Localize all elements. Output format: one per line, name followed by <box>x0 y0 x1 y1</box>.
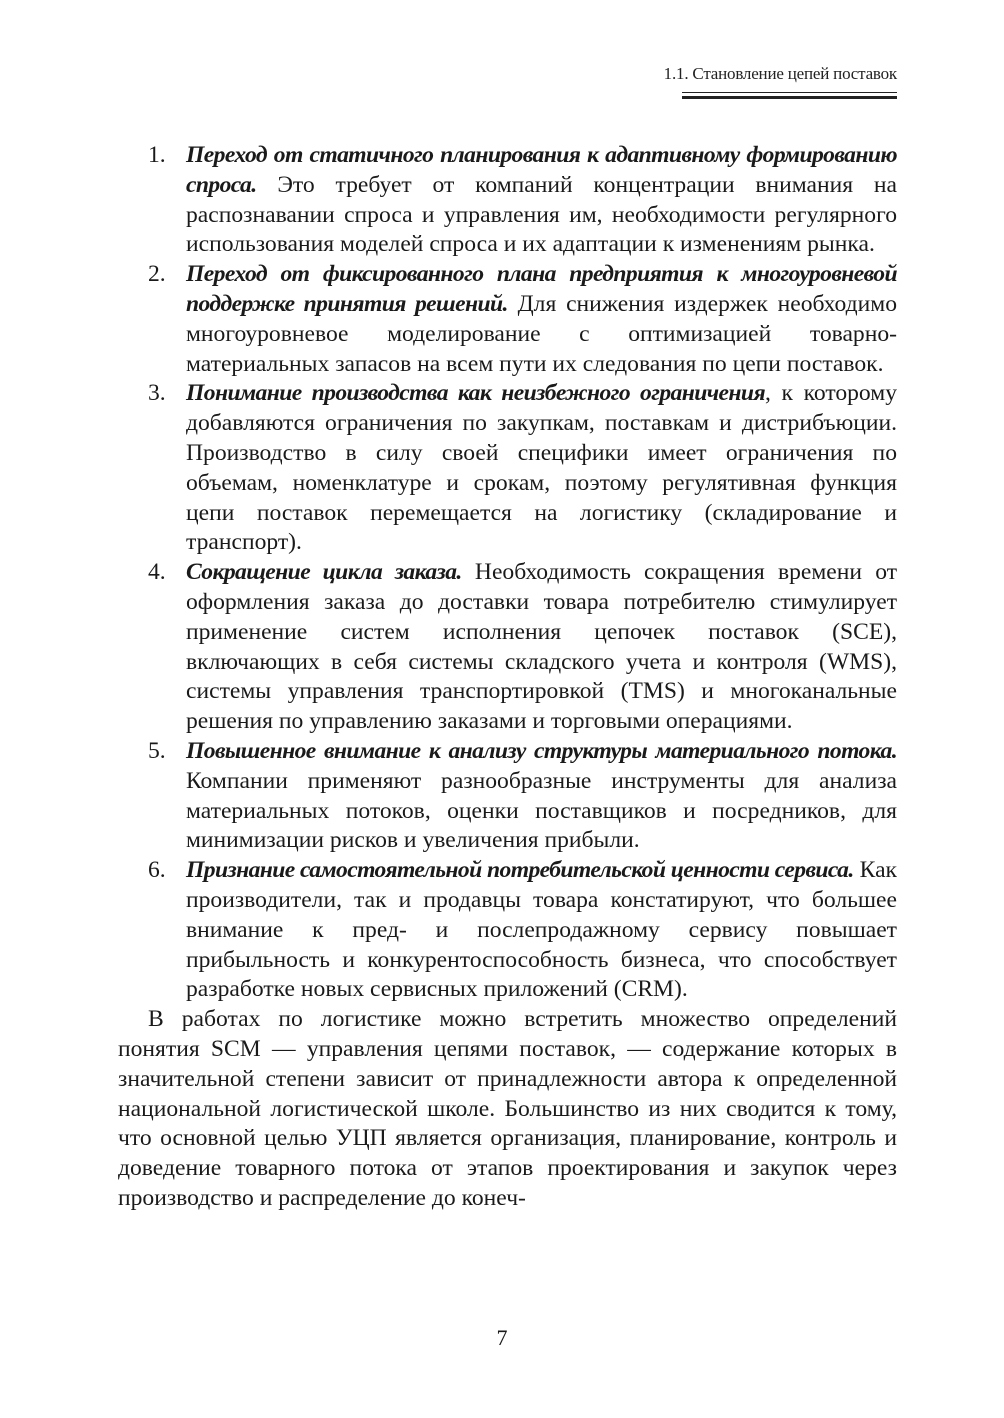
list-item-3 <box>118 379 897 558</box>
list-item-text: Это требует от компаний концентрации внимания на распознавании спроса и управления им, необходимости регулярного использования моделей спроса и их адаптации к изменениям рынка. <box>186 171 897 258</box>
page-number: 7 <box>496 1325 508 1350</box>
list-number: 5. <box>148 737 166 764</box>
list-item-lead: Переход от фиксированного плана предприятия к многоуровневой поддержке принятия решений. <box>186 261 897 317</box>
list-item-1 <box>118 141 897 260</box>
list-number: 2. <box>148 261 166 288</box>
list-number: 3. <box>148 380 166 407</box>
list-item-text: Необходимость сокращения времени от оформления заказа до доставки товара потребителю стимулирует применение систем исполнения цепочек поставок (SCE), включающих в себя системы складского учета и контроля (WMS), системы управления транспортировкой (TMS) и многоканальные решения по управлению заказами и торговыми операциями. <box>186 559 897 735</box>
body-text <box>118 141 897 1214</box>
list-item-lead: Повышенное внимание к анализу структуры материального потока. <box>186 737 897 764</box>
list-item-lead: Сокращение цикла заказа. <box>186 559 462 586</box>
list-item-text: , к которому добавляются ограничения по закупкам, поставкам и дистрибъюции. Производство в силу своей специфики имеет ограничения по объемам, номенклатуре и срокам, поэтому регулятивная функция цепи поставок перемещается на логистику (складирование и транспорт). <box>186 380 898 556</box>
body-paragraph: В работах по логистике можно встретить множество определений понятия SCM — управления цепями поставок, — содержание которых в значительной степени зависит от принадлежности автора к определенной национальной логистической школе. Большинство из них сводится к тому, что основной целью УЦП является организация, планирование, контроль и доведение товарного потока от этапов проектирования и закупок через производство и распределение до конеч- <box>118 1006 897 1211</box>
header-rule-thin <box>682 92 897 93</box>
list-item-lead: Понимание производства как неизбежного ограничения <box>186 380 766 407</box>
header-rule-thick <box>682 96 897 99</box>
list-item-text: Как производители, так и продавцы товара констатируют, что большее внимание к пред- и послепродажному сервису повышает прибыльность и конкурентоспособность бизнеса, что способствует разработке новых сервисных приложений (CRM). <box>186 857 898 1003</box>
list-item-lead: Признание самостоятельной потребительской ценности сервиса. <box>186 857 854 884</box>
list-number: 4. <box>148 559 166 586</box>
list-item-2 <box>118 260 897 379</box>
list-number: 6. <box>148 857 166 884</box>
numbered-list <box>118 141 897 1005</box>
list-item-5 <box>118 737 897 856</box>
list-item-lead: Переход от статичного планирования к адаптивному формированию спроса. <box>186 142 897 198</box>
list-number: 1. <box>148 142 166 168</box>
list-item-6 <box>118 856 897 1005</box>
list-item-4 <box>118 558 897 737</box>
list-item-text: Компании применяют разнообразные инструменты для анализа материальных потоков, оценки поставщиков и посредников, для минимизации рисков и увеличения прибыли. <box>186 767 897 854</box>
running-head: 1.1. Становление цепей поставок <box>663 64 897 83</box>
list-item-text: Для снижения издержек необходимо многоуровневое моделирование с оптимизацией товарно-материальных запасов на всем пути их следования по цепи поставок. <box>186 290 897 377</box>
